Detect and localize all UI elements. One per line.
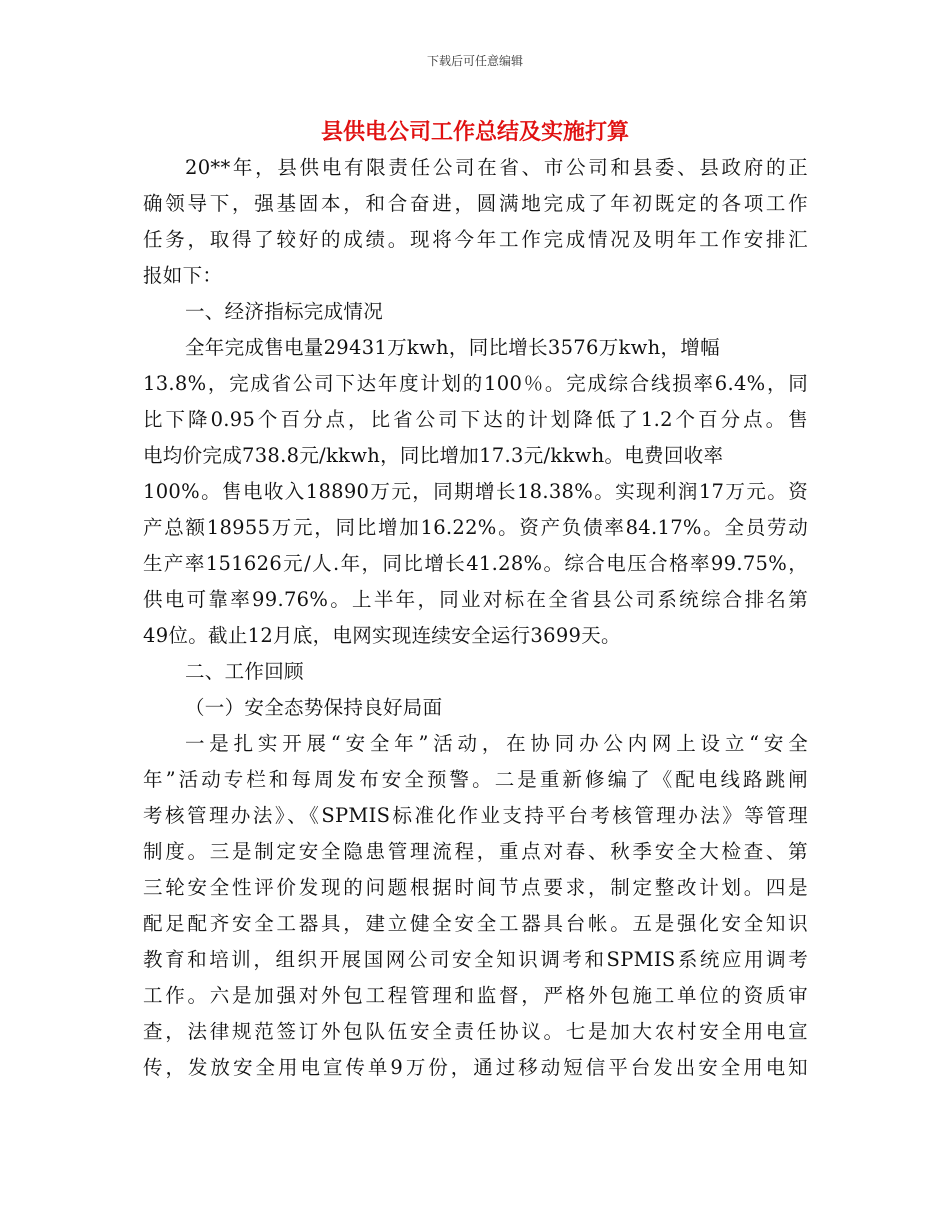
paragraph-line: 一是扎实开展“安全年”活动，在协同办公内网上设立“安全 — [185, 732, 808, 755]
section-heading: 二、工作回顾 — [185, 660, 304, 683]
document-body — [143, 150, 808, 1086]
paragraph-line: 49位。截止12月底，电网实现连续安全运行3699天。 — [143, 624, 621, 647]
paragraph-line: 100%。售电收入18890万元，同期增长18.38%。实现利润17万元。资 — [143, 480, 808, 503]
paragraph-line: 查，法律规范签订外包队伍安全责任协议。七是加大农村安全用电宣 — [143, 1020, 808, 1043]
paragraph-line: 供电可靠率99.76%。上半年，同业对标在全省县公司系统综合排名第 — [143, 588, 808, 611]
paragraph-line: 任务，取得了较好的成绩。现将今年工作完成情况及明年工作安排汇 — [143, 228, 808, 251]
paragraph-line: 工作。六是加强对外包工程管理和监督，严格外包施工单位的资质审 — [143, 984, 808, 1007]
paragraph-line: 报如下： — [143, 264, 223, 287]
section-heading: 一、经济指标完成情况 — [185, 300, 384, 323]
paragraph-line: 20**年，县供电有限责任公司在省、市公司和县委、县政府的正 — [185, 156, 808, 179]
paragraph-line: 比下降0.95个百分点，比省公司下达的计划降低了1.2个百分点。售 — [143, 408, 808, 431]
subsection-heading: （一）安全态势保持良好局面 — [185, 696, 443, 719]
paragraph-line: 生产率151626元/人.年，同比增长41.28%。综合电压合格率99.75%， — [143, 552, 808, 575]
paragraph-line: 制度。三是制定安全隐患管理流程，重点对春、秋季安全大检查、第 — [143, 840, 808, 863]
paragraph-line: 全年完成售电量29431万kwh，同比增长3576万kwh，增幅 — [185, 336, 720, 359]
paragraph-line: 传，发放安全用电宣传单9万份，通过移动短信平台发出安全用电知 — [143, 1056, 808, 1079]
paragraph-line: 考核管理办法》、《SPMIS标准化作业支持平台考核管理办法》等管理 — [143, 804, 808, 827]
paragraph-line: 三轮安全性评价发现的问题根据时间节点要求，制定整改计划。四是 — [143, 876, 808, 899]
paragraph-line: 13.8%，完成省公司下达年度计划的100％。完成综合线损率6.4%，同 — [143, 372, 808, 395]
paragraph-line: 确领导下，强基固本，和合奋进，圆满地完成了年初既定的各项工作 — [143, 192, 808, 215]
paragraph-line: 配足配齐安全工器具，建立健全安全工器具台帐。五是强化安全知识 — [143, 912, 808, 935]
page-header-note: 下载后可任意编辑 — [426, 54, 523, 68]
paragraph-line: 电均价完成738.8元/kkwh，同比增加17.3元/kkwh。电费回收率 — [143, 444, 724, 467]
paragraph-line: 年”活动专栏和每周发布安全预警。二是重新修编了《配电线路跳闸 — [143, 768, 808, 791]
paragraph-line: 教育和培训，组织开展国网公司安全知识调考和SPMIS系统应用调考 — [143, 948, 808, 971]
document-title: 县供电公司工作总结及实施打算 — [320, 120, 629, 145]
paragraph-line: 产总额18955万元，同比增加16.22%。资产负债率84.17%。全员劳动 — [143, 516, 808, 539]
